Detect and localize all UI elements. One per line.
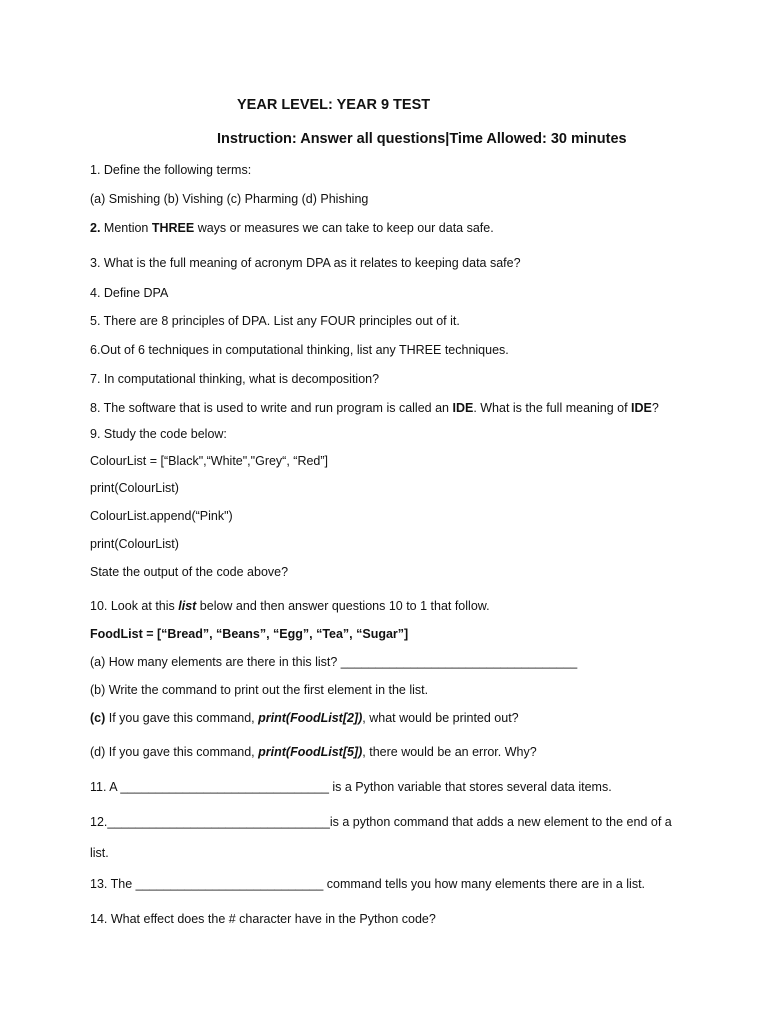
code-line-3: ColourList.append(“Pink") [90, 509, 233, 523]
test-title: YEAR LEVEL: YEAR 9 TEST [237, 97, 431, 113]
question-6: 6.Out of 6 techniques in computational thinking, list any THREE techniques. [90, 343, 509, 357]
question-1: 1. Define the following terms: [90, 163, 252, 177]
question-3: 3. What is the full meaning of acronym DPA as it relates to keeping data safe? [90, 256, 521, 270]
code-line-4: print(ColourList) [90, 537, 179, 551]
question-8-ide-2: IDE [631, 401, 652, 415]
question-10b: (b) Write the command to print out the first element in the list. [90, 683, 429, 697]
code-line-1: ColourList = [“Black",“White","Grey“, “Red”] [90, 454, 329, 468]
question-11: 11. A ______________________________ is a Python variable that stores several data items. [90, 780, 612, 794]
question-2-emphasis: THREE [151, 221, 195, 235]
question-13: 13. The ___________________________ command tells you how many elements there are in a list. [90, 877, 646, 891]
question-8-text-post: ? [651, 401, 659, 415]
question-10 [90, 598, 490, 614]
question-10c-label: (c) [90, 711, 106, 725]
question-8-ide-1: IDE [452, 401, 474, 415]
question-10d [90, 744, 537, 760]
question-5: 5. There are 8 principles of DPA. List any FOUR principles out of it. [90, 314, 460, 328]
question-8-text-mid: . What is the full meaning of [473, 401, 632, 415]
question-10c [90, 710, 519, 726]
question-10a: (a) How many elements are there in this list? __________________________________ [90, 655, 578, 669]
question-10c-text-post: , what would be printed out? [362, 711, 519, 725]
question-9-prompt: State the output of the code above? [90, 565, 289, 579]
question-10d-text-pre: (d) If you gave this command, [90, 745, 259, 759]
food-list-code: FoodList = [“Bread”, “Beans”, “Egg”, “Tea”, “Sugar”] [90, 627, 409, 641]
question-12-line-1: 12.________________________________is a python command that adds a new element to the end of a [90, 815, 672, 829]
question-4: 4. Define DPA [90, 286, 169, 300]
question-12-line-2: list. [90, 846, 109, 860]
question-2-text-pre: Mention [100, 221, 152, 235]
question-10d-text-post: , there would be an error. Why? [362, 745, 537, 759]
question-1-options: (a) Smishing (b) Vishing (c) Pharming (d) Phishing [90, 192, 369, 206]
question-10-text-post: below and then answer questions 10 to 1 that follow. [196, 599, 490, 613]
question-10-text-pre: 10. Look at this [90, 599, 179, 613]
question-2-text-post: ways or measures we can take to keep our data safe. [194, 221, 494, 235]
question-8 [90, 400, 659, 416]
question-10c-code: print(FoodList[2]) [258, 711, 363, 725]
question-10-list-word: list [178, 599, 197, 613]
question-2 [90, 220, 494, 236]
question-9: 9. Study the code below: [90, 427, 227, 441]
test-instruction: Instruction: Answer all questions|Time Allowed: 30 minutes [217, 131, 627, 147]
code-line-2: print(ColourList) [90, 481, 179, 495]
question-2-number: 2. [90, 221, 101, 235]
question-10c-text-pre: If you gave this command, [105, 711, 259, 725]
question-7: 7. In computational thinking, what is decomposition? [90, 372, 380, 386]
question-8-text-pre: 8. The software that is used to write and run program is called an [90, 401, 453, 415]
question-14: 14. What effect does the # character have in the Python code? [90, 912, 436, 926]
question-10d-code: print(FoodList[5]) [258, 745, 363, 759]
